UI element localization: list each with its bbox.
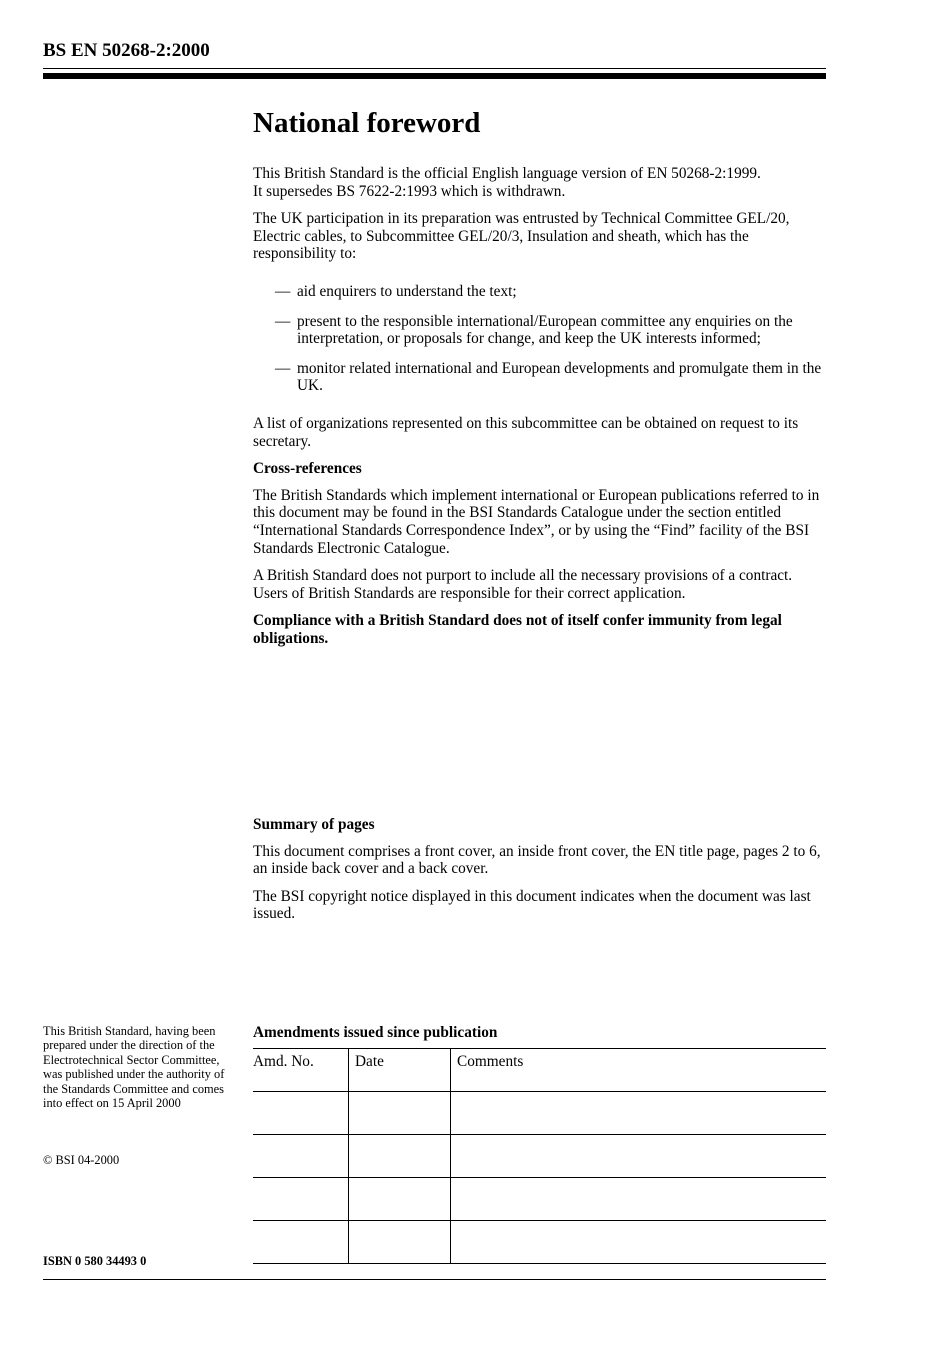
page-title: National foreword: [253, 107, 481, 139]
column-header-comments: Comments: [451, 1049, 827, 1092]
copyright-line: © BSI 04-2000: [43, 1153, 120, 1167]
organizations-paragraph: A list of organizations represented on this subcommittee can be obtained on request to its secretary.: [253, 414, 799, 450]
footer-rule: [43, 1279, 826, 1280]
intro-paragraph: [253, 165, 828, 200]
dash-bullet: —: [275, 359, 291, 377]
responsibility-list: [253, 283, 828, 395]
cross-references-paragraph: The British Standards which implement international or European publications referred to in this document may be found in the BSI Standards Catalogue under the section entitled “International Standards Correspondence Index”, or by using the “Find” facility of the BSI Standards Electronic Catalogue.: [253, 486, 820, 557]
table-row: [253, 1135, 826, 1178]
intro-line-1: This British Standard is the official English language version of EN 50268-2:1999.: [253, 165, 761, 182]
participation-paragraph: The UK participation in its preparation was entrusted by Technical Committee GEL/20, Electric cables, to Subcommittee GEL/20/3, Insulation and sheath, which has the responsibility to:: [253, 210, 790, 263]
table-row: [253, 1178, 826, 1221]
column-header-date: Date: [349, 1049, 451, 1092]
column-header-amd-no: Amd. No.: [253, 1049, 349, 1092]
list-item-text: aid enquirers to understand the text;: [297, 282, 517, 300]
summary-section: [253, 816, 828, 933]
list-item: [253, 360, 828, 395]
amendments-table: [253, 1048, 826, 1264]
amendments-heading: Amendments issued since publication: [253, 1024, 498, 1041]
compliance-paragraph: Compliance with a British Standard does not of itself confer immunity from legal obligations.: [253, 612, 782, 647]
table-row: [253, 1221, 826, 1264]
document-code: BS EN 50268-2:2000: [43, 40, 210, 61]
isbn-number: ISBN 0 580 34493 0: [43, 1254, 147, 1268]
intro-line-2: It supersedes BS 7622-2:1993 which is withdrawn.: [253, 182, 566, 200]
cross-references-heading: Cross-references: [253, 460, 362, 478]
list-item-text: monitor related international and European developments and promulgate them in the UK.: [297, 359, 822, 395]
header-thin-rule: [43, 68, 826, 69]
copyright-notice-paragraph: The BSI copyright notice displayed in this document indicates when the document was last issued.: [253, 887, 811, 923]
table-row: [253, 1092, 826, 1135]
summary-paragraph: This document comprises a front cover, an inside front cover, the EN title page, pages 2 to 6, an inside back cover and a back cover.: [253, 842, 821, 878]
dash-bullet: —: [275, 312, 291, 330]
list-item: [253, 283, 828, 301]
list-item-text: present to the responsible international/European committee any enquiries on the interpretation, or proposals for change, and keep the UK interests informed;: [297, 312, 793, 348]
summary-heading: Summary of pages: [253, 816, 375, 833]
publication-note: This British Standard, having been prepared under the direction of the Electrotechnical Sector Committee, was published under the authority of the Standards Committee and comes into effect on 15 April 2000: [43, 1024, 225, 1111]
header-thick-rule: [43, 73, 826, 79]
dash-bullet: —: [275, 282, 291, 300]
foreword-body: [253, 165, 828, 657]
table-header-row: [253, 1049, 826, 1092]
contract-paragraph: A British Standard does not purport to include all the necessary provisions of a contract. Users of British Standards are responsible for their correct application.: [253, 567, 793, 602]
list-item: [253, 313, 828, 348]
